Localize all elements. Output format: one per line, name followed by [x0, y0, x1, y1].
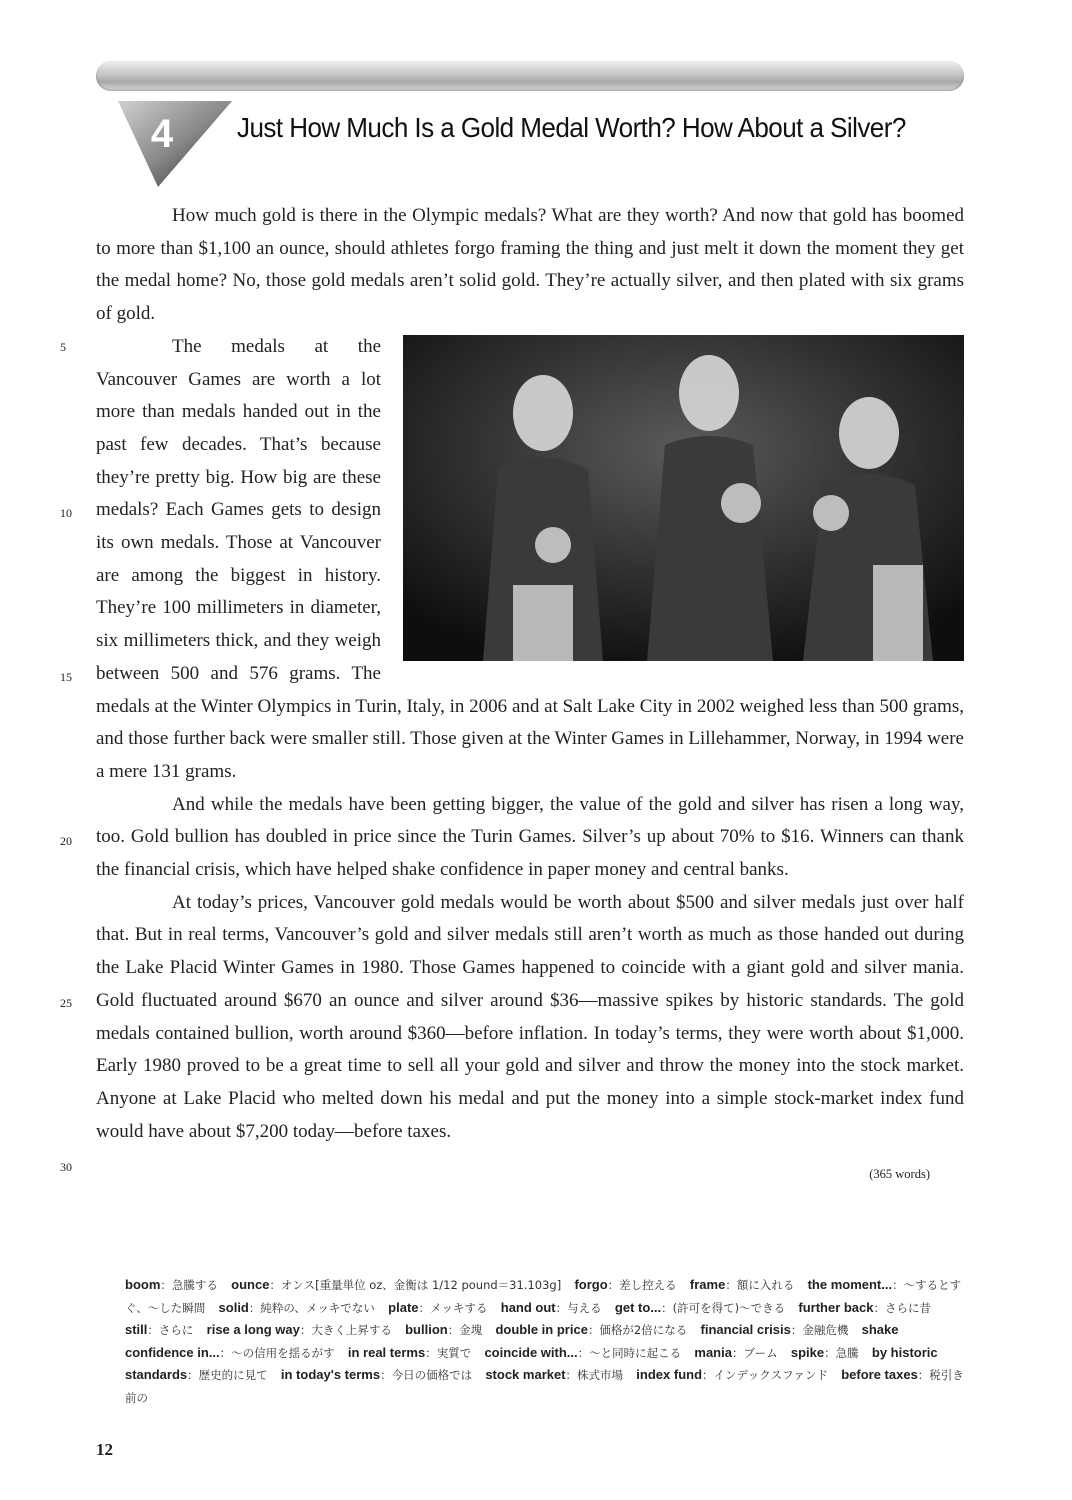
- page-title: Just How Much Is a Gold Medal Worth? How About a Silver?: [237, 112, 906, 143]
- medalists-photo: [403, 335, 964, 661]
- line-number: 20: [60, 834, 72, 848]
- line-number: 30: [60, 1160, 72, 1174]
- glossary-entry: rise a long way：大きく上昇する: [206, 1322, 392, 1337]
- glossary-entry: forgo：差し控える: [574, 1277, 677, 1292]
- paragraph: At today’s prices, Vancouver gold medals would be worth about $500 and silver medals just over half that. But in real terms, Vancouver’s gold and silver medals still aren’t worth as much as those handed out during the Lake Placid Winter Games in 1980. Those Games happened to coincide with a giant gold and silver mania. Gold fluctuated around $670 an ounce and silver around $36—massive spikes by historic standards. The gold medals contained bullion, worth around $360—before inflation. In today’s terms, they were worth about $1,000. Early 1980 proved to be a great time to sell all your gold and silver and throw the money into the stock market. Anyone at Lake Placid who melted down his medal and put the money into a simple stock-market index fund would have about $7,200 today—before taxes.: [96, 891, 964, 1142]
- glossary-entry: shake confidence in...：～の信用を揺るがす: [125, 1322, 899, 1360]
- glossary-entry: ounce：オンス[重量単位 oz、金衡は 1/12 pound＝31.103g]: [231, 1277, 562, 1292]
- line-number: 5: [60, 340, 66, 354]
- glossary-entry: index fund：インデックスファンド: [636, 1367, 828, 1382]
- header-bar: [96, 61, 964, 91]
- glossary-entry: mania：ブーム: [694, 1344, 778, 1360]
- glossary-entry: in today's terms：今日の価格では: [280, 1367, 473, 1382]
- glossary-entry: frame：額に入れる: [689, 1277, 795, 1292]
- glossary-entry: spike：急騰: [790, 1344, 859, 1360]
- paragraph: And while the medals have been getting bigger, the value of the gold and silver has risen a long way, too. Gold bullion has doubled in price since the Turin Games. Silver’s up about 70% to $16. Winners can thank the financial crisis, which have helped shake confidence in paper money and central banks.: [96, 793, 964, 881]
- line-number: 10: [60, 506, 72, 520]
- glossary-entry: bullion：金塊: [405, 1322, 483, 1337]
- glossary-entry: hand out：与える: [500, 1299, 602, 1315]
- glossary-entry: get to...：(許可を得て)～できる: [614, 1299, 786, 1315]
- glossary-entry: solid：純粋の、メッキでない: [218, 1299, 375, 1315]
- chapter-number: 4: [150, 112, 174, 156]
- line-number: 25: [60, 996, 72, 1010]
- glossary-entry: stock market：株式市場: [485, 1367, 624, 1382]
- glossary-entry: plate：メッキする: [388, 1299, 488, 1315]
- glossary-entry: the moment...：～するとすぐ、～した瞬間: [125, 1277, 962, 1315]
- glossary-entry: coincide with...：～と同時に起こる: [484, 1344, 682, 1360]
- paragraph: How much gold is there in the Olympic medals? What are they worth? And now that gold has boomed to more than $1,100 an ounce, should athletes forgo framing the thing and just melt it down the moment they get the medal home? No, those gold medals aren’t solid gold. They’re actually silver, and then plated with six grams of gold.: [96, 205, 964, 325]
- glossary-entry: double in price：価格が2倍になる: [495, 1322, 688, 1337]
- glossary: [125, 1274, 965, 1409]
- page-number: 12: [96, 1440, 113, 1459]
- glossary-entry: by historic standards：歴史的に見て: [125, 1344, 938, 1382]
- chapter-badge: [112, 97, 236, 191]
- glossary-entry: boom：急騰する: [125, 1277, 218, 1292]
- article-body: [96, 200, 964, 1191]
- paragraph: The medals at the Vancouver Games are worth a lot more than medals handed out in the past few decades. That’s because they’re pretty big. How big are these medals? Each Games gets to design its own medals. Those at Vancouver are among the biggest in history. They’re 100 millimeters in diameter, six millimeters thick, and they weigh between 500 and 576 grams. The medals at the Winter Olympics in Turin, Italy, in 2006 and at Salt Lake City in 2002 weighed less than 500 grams, and those further back were smaller still. Those given at the Winter Games in Lillehammer, Norway, in 1994 were a mere 131 grams.: [96, 335, 964, 782]
- glossary-entry: financial crisis：金融危機: [700, 1322, 849, 1337]
- glossary-entry: before taxes：税引き前の: [125, 1367, 964, 1405]
- word-count: (365 words): [869, 1167, 930, 1182]
- glossary-entry: still：さらに: [125, 1322, 194, 1337]
- glossary-entry: in real terms：実質で: [347, 1344, 472, 1360]
- line-number: 15: [60, 670, 72, 684]
- glossary-entry: further back：さらに昔: [798, 1299, 931, 1315]
